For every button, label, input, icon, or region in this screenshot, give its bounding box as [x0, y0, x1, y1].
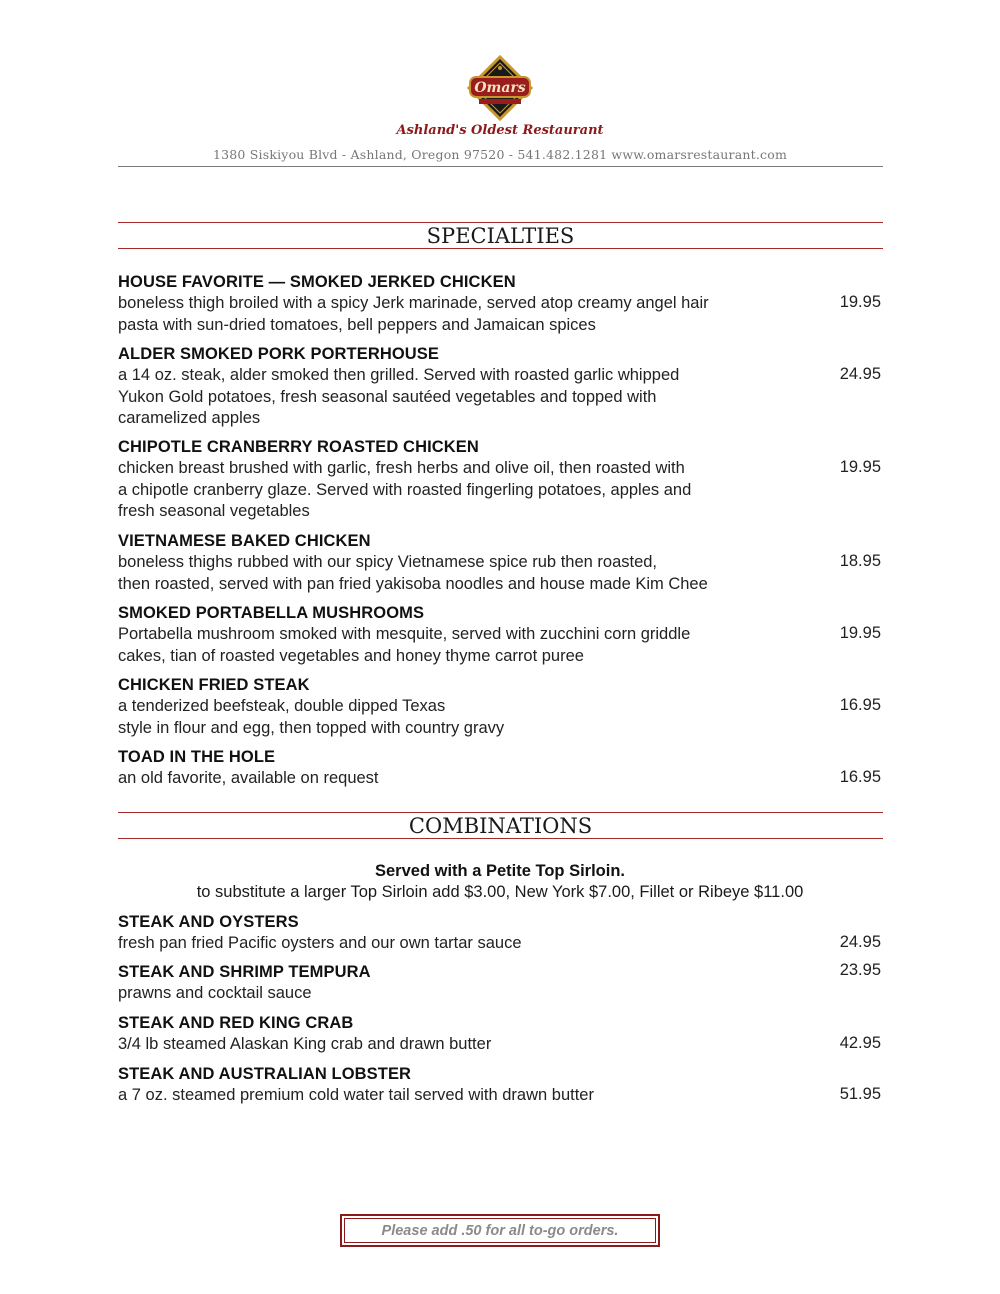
item-desc-line: a chipotle cranberry glaze. Served with roasted fingerling potatoes, apples and	[118, 480, 692, 499]
item-price: 42.95	[839, 1034, 881, 1052]
item-price: 16.95	[839, 696, 881, 714]
item-desc-line: pasta with sun-dried tomatoes, bell peppers and Jamaican spices	[118, 315, 596, 334]
item-price: 24.95	[839, 365, 881, 383]
item-desc-line: 3/4 lb steamed Alaskan King crab and drawn butter	[118, 1035, 492, 1053]
combinations-title: COMBINATIONS	[408, 814, 593, 838]
menu-item	[118, 1012, 883, 1056]
item-name: STEAK AND SHRIMP TEMPURA	[118, 963, 371, 981]
item-price: 19.95	[839, 458, 881, 476]
item-name: ALDER SMOKED PORK PORTERHOUSE	[118, 345, 440, 363]
menu-item	[118, 911, 883, 955]
menu-item	[118, 746, 883, 790]
menu-item	[118, 1063, 883, 1107]
item-desc-line: fresh pan fried Pacific oysters and our own tartar sauce	[118, 934, 522, 952]
combinations-heading-box	[118, 812, 883, 839]
item-desc-line: fresh seasonal vegetables	[118, 502, 310, 521]
restaurant-logo	[465, 55, 535, 121]
item-desc-line: style in flour and egg, then topped with country gravy	[118, 718, 505, 737]
item-desc-line: caramelized apples	[118, 409, 261, 428]
item-name: STEAK AND RED KING CRAB	[118, 1014, 354, 1032]
item-name: TOAD IN THE HOLE	[118, 748, 276, 766]
menu-item	[118, 602, 883, 667]
menu-item	[118, 961, 883, 1005]
logo-wordmark: Omars	[474, 80, 526, 96]
combinations-note-bold: Served with a Petite Top Sirloin.	[375, 862, 625, 880]
menu-item	[118, 343, 883, 430]
item-name: CHIPOTLE CRANBERRY ROASTED CHICKEN	[118, 438, 479, 456]
tagline: Ashland's Oldest Restaurant	[396, 123, 604, 138]
item-desc-line: boneless thighs rubbed with our spicy Vietnamese spice rub then roasted,	[118, 553, 658, 571]
item-price: 19.95	[839, 624, 881, 642]
specialties-title: SPECIALTIES	[426, 224, 575, 248]
menu-item	[118, 436, 883, 523]
item-name: VIETNAMESE BAKED CHICKEN	[118, 532, 371, 550]
item-price: 23.95	[839, 961, 881, 979]
item-price: 19.95	[839, 293, 881, 311]
menu-item	[118, 674, 883, 739]
specialties-heading-box	[118, 222, 883, 249]
item-name: CHICKEN FRIED STEAK	[118, 676, 310, 694]
item-desc-line: cakes, tian of roasted vegetables and honey thyme carrot puree	[118, 646, 584, 665]
item-desc-line: an old favorite, available on request	[118, 769, 379, 787]
item-desc-line: Yukon Gold potatoes, fresh seasonal sautéed vegetables and topped with	[118, 387, 657, 406]
item-price: 18.95	[839, 552, 881, 570]
item-name: HOUSE FAVORITE — SMOKED JERKED CHICKEN	[118, 273, 516, 291]
address-line: 1380 Siskiyou Blvd - Ashland, Oregon 97520 - 541.482.1281 www.omarsrestaurant.com	[212, 147, 788, 162]
item-name: STEAK AND AUSTRALIAN LOBSTER	[118, 1065, 412, 1083]
item-price: 24.95	[839, 933, 881, 951]
item-desc-line: a tenderized beefsteak, double dipped Texas	[118, 697, 446, 715]
item-name: STEAK AND OYSTERS	[118, 913, 299, 931]
item-desc-line: chicken breast brushed with garlic, fresh herbs and olive oil, then roasted with	[118, 459, 685, 477]
header-divider	[118, 166, 883, 167]
item-price: 16.95	[839, 768, 881, 786]
togo-note: Please add .50 for all to-go orders.	[344, 1218, 656, 1243]
item-name: SMOKED PORTABELLA MUSHROOMS	[118, 604, 425, 622]
item-desc-line: boneless thigh broiled with a spicy Jerk marinade, served atop creamy angel hair	[118, 294, 709, 312]
item-price: 51.95	[839, 1085, 881, 1103]
combinations-note: to substitute a larger Top Sirloin add $3.00, New York $7.00, Fillet or Ribeye $11.00	[196, 883, 804, 901]
item-desc-line: Portabella mushroom smoked with mesquite, served with zucchini corn griddle	[118, 625, 691, 643]
togo-note-box	[340, 1214, 660, 1247]
menu-item	[118, 271, 883, 336]
item-desc-line: a 14 oz. steak, alder smoked then grilled. Served with roasted garlic whipped	[118, 366, 680, 384]
item-desc-line: then roasted, served with pan fried yakisoba noodles and house made Kim Chee	[118, 574, 708, 593]
menu-item	[118, 530, 883, 595]
item-desc-line: prawns and cocktail sauce	[118, 984, 312, 1002]
item-desc-line: a 7 oz. steamed premium cold water tail served with drawn butter	[118, 1086, 594, 1104]
